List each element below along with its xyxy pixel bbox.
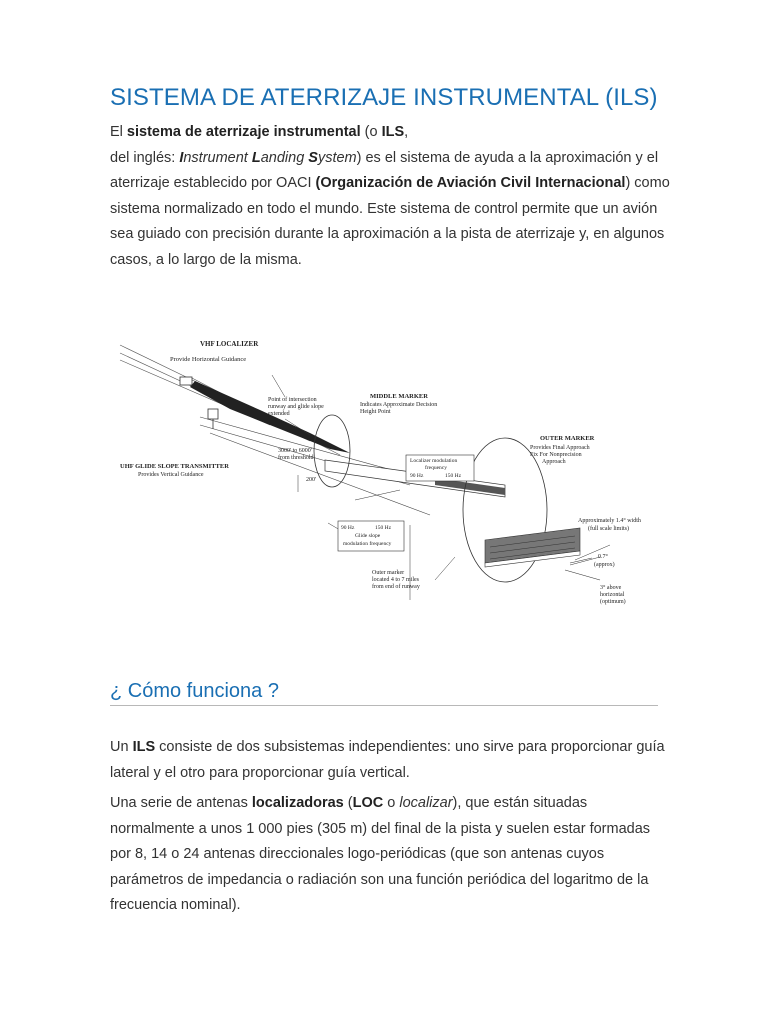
label-middle-desc: Height Point — [360, 409, 391, 415]
ils-diagram-svg — [110, 325, 670, 625]
localizer-antenna — [180, 377, 192, 385]
label-uhf-glide-slope: UHF GLIDE SLOPE TRANSMITTER — [120, 463, 229, 470]
label-vhf-localizer: VHF LOCALIZER — [200, 340, 259, 348]
intro-paragraph — [110, 120, 670, 273]
paragraph-ils-subsystems — [110, 735, 670, 786]
label-intersection: Point of intersection — [268, 397, 317, 403]
label-intersection: runway and glide slope — [268, 404, 324, 410]
section-heading: ¿ Cómo funciona ? — [110, 680, 279, 702]
label-gs-90hz: 90 Hz — [341, 525, 355, 531]
label-loc-modulation: frequency — [425, 465, 447, 471]
intro-text: El — [110, 124, 127, 140]
p2-acronym: ILS — [132, 739, 156, 755]
page-title: SISTEMA DE ATERRIZAJE INSTRUMENTAL (ILS) — [110, 84, 658, 111]
label-intersection: extended — [268, 411, 290, 417]
intro-text: , — [404, 124, 409, 140]
intro-text: ) como sistema normalizado en todo el mundo. Este sistema de control permite que un avión sea guiado con precisión durante la aproximación a la pista de aterrizaje y, en algunos casos, a lo largo de la misma. — [110, 175, 670, 268]
p3-text: ), que están situadas normalmente a unos 1 000 pies (305 m) del final de la pista y suelen estar formadas por 8, 14 o 24 antenas direccionales logo-periódicas (que son antenas cuyos parámetros de impedancia o radiación son una función periódica del logaritmo de la frecuencia nominal). — [110, 795, 651, 913]
approach-steps — [485, 528, 580, 567]
label-outer-desc: Provides Final Approach — [530, 445, 590, 451]
label-gs-150hz: 150 Hz — [375, 525, 392, 531]
arrow-line — [565, 570, 600, 580]
paragraph-localizer — [110, 791, 670, 919]
label-threshold: 3000' to 6000' — [278, 448, 312, 454]
label-horizontal-guidance: Provide Horizontal Guidance — [170, 356, 247, 363]
label-outer-marker-location: located 4 to 7 miles — [372, 577, 419, 583]
intro-italic: nstrument — [183, 149, 252, 166]
p3-text: ( — [343, 795, 353, 811]
label-approx: (approx) — [594, 562, 615, 568]
ils-diagram — [110, 325, 670, 625]
label-height-200: 200' — [306, 477, 317, 483]
intro-acronym: ILS — [381, 124, 405, 140]
intro-italic: anding — [260, 149, 309, 166]
label-middle-desc: Indicates Approximate Decision — [360, 402, 438, 408]
intro-org-name: (Organización de Aviación Civil Internacional — [315, 175, 626, 191]
label-beam-width: (full scale limits) — [588, 526, 629, 532]
intro-term: sistema de aterrizaje instrumental — [126, 124, 361, 140]
label-vertical-guidance: Provides Vertical Guidance — [138, 472, 204, 478]
p3-italic-term: localizar — [399, 795, 453, 811]
label-beam-width: Approximately 1.4° width — [578, 518, 641, 524]
label-outer-marker-location: from end of runway — [372, 584, 420, 590]
p3-text: o — [383, 795, 400, 811]
p3-text: Una serie de antenas — [110, 795, 252, 811]
intro-italic: ystem — [317, 149, 357, 166]
section-divider — [110, 705, 658, 706]
label-loc-modulation: Localizer modulation — [410, 458, 458, 464]
p2-text: consiste de dos subsistemas independientes: uno sirve para proporcionar guía lateral y el otro para proporcionar guía vertical. — [110, 739, 665, 781]
intro-text: (o — [360, 124, 382, 140]
intro-letter: L — [251, 149, 261, 166]
label-3deg-above: (optimum) — [600, 599, 626, 605]
intro-text: ) es el sistema de ayuda a la aproximación y el aterrizaje establecido por OACI — [110, 149, 659, 191]
label-angle-07: 0.7° — [598, 554, 608, 560]
label-loc-90hz: 90 Hz — [410, 473, 424, 479]
label-middle-marker: MIDDLE MARKER — [370, 393, 428, 400]
label-gs-modulation: Glide slope — [355, 533, 381, 539]
p3-term: localizadoras — [251, 795, 344, 811]
label-outer-desc: Approach — [542, 459, 566, 465]
intro-letter: I — [179, 149, 184, 166]
label-threshold: from threshold — [278, 455, 314, 461]
label-gs-modulation: modulation frequency — [343, 541, 392, 547]
label-loc-150hz: 150 Hz — [445, 473, 462, 479]
label-outer-marker-location: Outer marker — [372, 570, 405, 576]
intro-text: del inglés: — [110, 149, 180, 166]
intro-letter: S — [308, 149, 318, 166]
label-3deg-above: horizontal — [600, 592, 625, 598]
glide-slope-beam — [200, 417, 430, 515]
p3-acronym: LOC — [352, 795, 384, 811]
p2-text: Un — [110, 739, 133, 755]
glide-slope-antenna — [208, 409, 218, 419]
label-3deg-above: 3° above — [600, 585, 622, 591]
label-outer-marker: OUTER MARKER — [540, 435, 595, 442]
label-outer-desc: Fix For Nonprecision — [530, 452, 582, 458]
